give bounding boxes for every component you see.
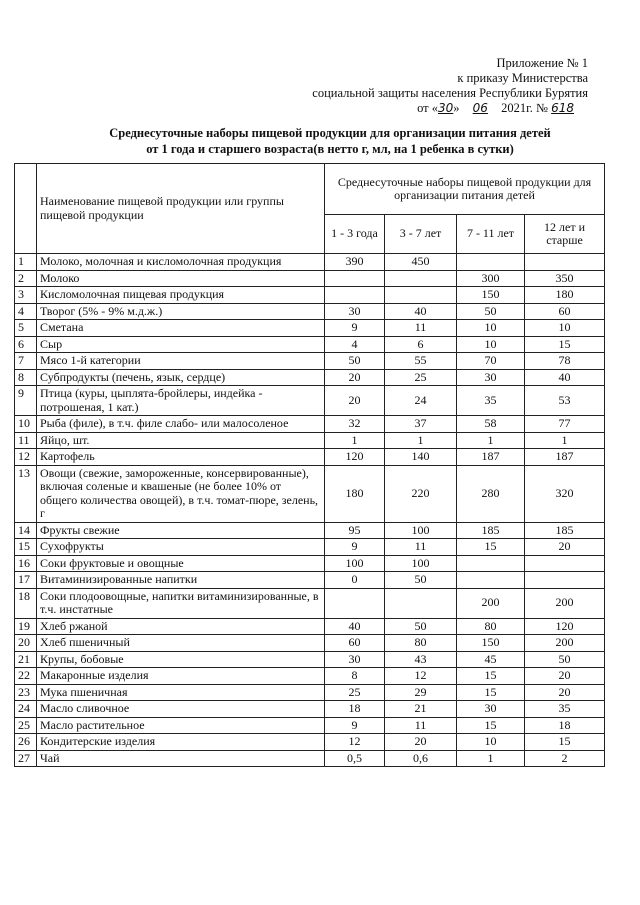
norm-value: 20 <box>325 386 385 416</box>
norm-value: 40 <box>525 369 605 386</box>
product-name: Сухофрукты <box>37 539 325 556</box>
row-number: 19 <box>15 618 37 635</box>
title-line-2: от 1 года и старшего возраста(в нетто г, мл, на 1 ребенка в сутки) <box>146 142 514 156</box>
norm-value: 8 <box>325 668 385 685</box>
norm-value: 120 <box>325 449 385 466</box>
norm-value: 43 <box>385 651 457 668</box>
table-row <box>15 386 605 416</box>
norm-value: 12 <box>325 734 385 751</box>
norm-value: 15 <box>525 336 605 353</box>
row-number: 26 <box>15 734 37 751</box>
table-row <box>15 522 605 539</box>
norm-value: 12 <box>385 668 457 685</box>
norm-value: 4 <box>325 336 385 353</box>
norm-value: 9 <box>325 320 385 337</box>
document-title <box>40 125 620 157</box>
product-name: Соки фруктовые и овощные <box>37 555 325 572</box>
norm-value: 35 <box>525 701 605 718</box>
norm-value: 24 <box>385 386 457 416</box>
table-row <box>15 684 605 701</box>
norm-value: 6 <box>385 336 457 353</box>
norm-value <box>525 572 605 589</box>
product-name: Мясо 1-й категории <box>37 353 325 370</box>
norm-value: 18 <box>525 717 605 734</box>
norm-value: 100 <box>385 555 457 572</box>
document-header <box>312 56 588 116</box>
header-age-12-plus: 12 лет и старше <box>525 215 605 254</box>
row-number: 20 <box>15 635 37 652</box>
norm-value: 390 <box>325 254 385 271</box>
table-row <box>15 555 605 572</box>
header-number-cell <box>15 164 37 254</box>
norm-value: 30 <box>325 303 385 320</box>
table-row <box>15 701 605 718</box>
norm-value: 20 <box>525 539 605 556</box>
norm-value: 30 <box>457 369 525 386</box>
product-name: Крупы, бобовые <box>37 651 325 668</box>
norm-value: 18 <box>325 701 385 718</box>
product-name: Макаронные изделия <box>37 668 325 685</box>
norm-value: 187 <box>457 449 525 466</box>
norm-value: 10 <box>525 320 605 337</box>
order-number: 618 <box>551 101 574 115</box>
norm-value <box>457 572 525 589</box>
norm-value: 300 <box>457 270 525 287</box>
norm-value: 58 <box>457 416 525 433</box>
table-row <box>15 734 605 751</box>
product-name: Масло растительное <box>37 717 325 734</box>
table-row <box>15 618 605 635</box>
norm-value: 37 <box>385 416 457 433</box>
order-date: от «30» 06 2021г. № 618 <box>312 101 588 116</box>
row-number: 10 <box>15 416 37 433</box>
product-name: Субпродукты (печень, язык, сердце) <box>37 369 325 386</box>
norm-value: 185 <box>525 522 605 539</box>
norm-value: 78 <box>525 353 605 370</box>
norm-value: 200 <box>457 588 525 618</box>
product-name: Мука пшеничная <box>37 684 325 701</box>
norm-value: 15 <box>457 684 525 701</box>
row-number: 15 <box>15 539 37 556</box>
row-number: 14 <box>15 522 37 539</box>
norm-value: 220 <box>385 465 457 522</box>
norm-value: 20 <box>525 668 605 685</box>
norm-value: 0,6 <box>385 750 457 767</box>
norm-value: 120 <box>525 618 605 635</box>
norm-value: 140 <box>385 449 457 466</box>
header-age-1-3: 1 - 3 года <box>325 215 385 254</box>
row-number: 27 <box>15 750 37 767</box>
norm-value: 187 <box>525 449 605 466</box>
table-row <box>15 369 605 386</box>
row-number: 12 <box>15 449 37 466</box>
norm-value <box>385 287 457 304</box>
norm-value: 0,5 <box>325 750 385 767</box>
order-reference: к приказу Министерства <box>457 71 588 85</box>
header-product-name: Наименование пищевой продукции или группы пищевой продукции <box>37 164 325 254</box>
table-row <box>15 270 605 287</box>
norm-value: 150 <box>457 635 525 652</box>
row-number: 6 <box>15 336 37 353</box>
norm-value <box>385 270 457 287</box>
norm-value: 11 <box>385 539 457 556</box>
table-row <box>15 717 605 734</box>
header-norms-group: Среднесуточные наборы пищевой продукции для организации питания детей <box>325 164 605 215</box>
norm-value: 50 <box>457 303 525 320</box>
norm-value <box>457 555 525 572</box>
norm-value: 80 <box>457 618 525 635</box>
product-name: Птица (куры, цыплята-бройлеры, индейка - потрошеная, 1 кат.) <box>37 386 325 416</box>
row-number: 1 <box>15 254 37 271</box>
product-name: Молоко, молочная и кисломолочная продукция <box>37 254 325 271</box>
norm-value: 55 <box>385 353 457 370</box>
norm-value <box>325 588 385 618</box>
norm-value: 200 <box>525 588 605 618</box>
norm-value: 11 <box>385 320 457 337</box>
norm-value: 25 <box>385 369 457 386</box>
norm-value: 40 <box>385 303 457 320</box>
norm-value: 50 <box>525 651 605 668</box>
norm-value: 21 <box>385 701 457 718</box>
norm-value: 320 <box>525 465 605 522</box>
norm-value: 40 <box>325 618 385 635</box>
norm-value: 35 <box>457 386 525 416</box>
norm-value: 50 <box>385 572 457 589</box>
product-name: Кондитерские изделия <box>37 734 325 751</box>
table-row <box>15 635 605 652</box>
row-number: 11 <box>15 432 37 449</box>
row-number: 18 <box>15 588 37 618</box>
norm-value: 60 <box>525 303 605 320</box>
norm-value: 350 <box>525 270 605 287</box>
norm-value: 10 <box>457 734 525 751</box>
ministry-name: социальной защиты населения Республики Бурятия <box>312 86 588 100</box>
norm-value: 1 <box>385 432 457 449</box>
norm-value: 50 <box>385 618 457 635</box>
norm-value: 29 <box>385 684 457 701</box>
row-number: 21 <box>15 651 37 668</box>
row-number: 22 <box>15 668 37 685</box>
norm-value: 15 <box>457 539 525 556</box>
food-norms-table <box>14 163 605 767</box>
norm-value: 25 <box>325 684 385 701</box>
norm-value: 15 <box>457 717 525 734</box>
norm-value <box>525 254 605 271</box>
row-number: 23 <box>15 684 37 701</box>
norm-value: 80 <box>385 635 457 652</box>
row-number: 4 <box>15 303 37 320</box>
table-row <box>15 668 605 685</box>
norm-value: 30 <box>325 651 385 668</box>
product-name: Масло сливочное <box>37 701 325 718</box>
row-number: 13 <box>15 465 37 522</box>
product-name: Соки плодоовощные, напитки витаминизированные, в т.ч. инстатные <box>37 588 325 618</box>
norm-value <box>325 287 385 304</box>
norm-value: 70 <box>457 353 525 370</box>
norm-value: 95 <box>325 522 385 539</box>
date-day: 30 <box>438 101 454 115</box>
norm-value: 50 <box>325 353 385 370</box>
row-number: 3 <box>15 287 37 304</box>
table-row <box>15 539 605 556</box>
norm-value: 45 <box>457 651 525 668</box>
norm-value: 200 <box>525 635 605 652</box>
norm-value: 77 <box>525 416 605 433</box>
norm-value: 2 <box>525 750 605 767</box>
norm-value: 100 <box>385 522 457 539</box>
product-name: Яйцо, шт. <box>37 432 325 449</box>
norm-value: 1 <box>525 432 605 449</box>
norm-value: 9 <box>325 539 385 556</box>
product-name: Рыба (филе), в т.ч. филе слабо- или малосоленое <box>37 416 325 433</box>
norm-value: 10 <box>457 320 525 337</box>
norm-value: 1 <box>457 432 525 449</box>
table-row <box>15 287 605 304</box>
table-row <box>15 588 605 618</box>
norm-value: 150 <box>457 287 525 304</box>
table-row <box>15 416 605 433</box>
table-body <box>15 254 605 767</box>
table-row <box>15 254 605 271</box>
norm-value: 10 <box>457 336 525 353</box>
table-row <box>15 432 605 449</box>
table-row <box>15 336 605 353</box>
row-number: 2 <box>15 270 37 287</box>
header-age-3-7: 3 - 7 лет <box>385 215 457 254</box>
row-number: 5 <box>15 320 37 337</box>
product-name: Кисломолочная пищевая продукция <box>37 287 325 304</box>
norm-value: 280 <box>457 465 525 522</box>
header-age-7-11: 7 - 11 лет <box>457 215 525 254</box>
norm-value: 180 <box>325 465 385 522</box>
norm-value <box>385 588 457 618</box>
norm-value: 20 <box>385 734 457 751</box>
row-number: 25 <box>15 717 37 734</box>
norm-value: 1 <box>325 432 385 449</box>
appendix-label: Приложение № 1 <box>496 56 588 70</box>
norm-value: 53 <box>525 386 605 416</box>
norm-value <box>325 270 385 287</box>
table-header <box>15 164 605 254</box>
norm-value <box>525 555 605 572</box>
table-row <box>15 303 605 320</box>
product-name: Сметана <box>37 320 325 337</box>
row-number: 24 <box>15 701 37 718</box>
norm-value: 9 <box>325 717 385 734</box>
norm-value: 15 <box>525 734 605 751</box>
norm-value: 180 <box>525 287 605 304</box>
row-number: 9 <box>15 386 37 416</box>
row-number: 8 <box>15 369 37 386</box>
product-name: Овощи (свежие, замороженные, консервированные), включая соленые и квашеные (не более 10% от общего количества овощей), в т.ч. томат-пюре, зелень, г <box>37 465 325 522</box>
product-name: Сыр <box>37 336 325 353</box>
product-name: Картофель <box>37 449 325 466</box>
norm-value: 11 <box>385 717 457 734</box>
table-row <box>15 449 605 466</box>
norm-value: 60 <box>325 635 385 652</box>
title-line-1: Среднесуточные наборы пищевой продукции для организации питания детей <box>109 126 551 140</box>
row-number: 16 <box>15 555 37 572</box>
product-name: Чай <box>37 750 325 767</box>
norm-value: 15 <box>457 668 525 685</box>
table-row <box>15 320 605 337</box>
product-name: Витаминизированные напитки <box>37 572 325 589</box>
product-name: Творог (5% - 9% м.д.ж.) <box>37 303 325 320</box>
date-month: 06 <box>472 101 488 115</box>
norm-value: 30 <box>457 701 525 718</box>
norm-value: 20 <box>325 369 385 386</box>
table-row <box>15 353 605 370</box>
row-number: 7 <box>15 353 37 370</box>
norm-value: 450 <box>385 254 457 271</box>
norm-value: 185 <box>457 522 525 539</box>
table-row <box>15 572 605 589</box>
table-row <box>15 750 605 767</box>
product-name: Хлеб пшеничный <box>37 635 325 652</box>
table-row <box>15 651 605 668</box>
norm-value: 32 <box>325 416 385 433</box>
product-name: Фрукты свежие <box>37 522 325 539</box>
norm-value: 0 <box>325 572 385 589</box>
product-name: Молоко <box>37 270 325 287</box>
table-row <box>15 465 605 522</box>
row-number: 17 <box>15 572 37 589</box>
product-name: Хлеб ржаной <box>37 618 325 635</box>
norm-value: 100 <box>325 555 385 572</box>
norm-value: 20 <box>525 684 605 701</box>
norm-value <box>457 254 525 271</box>
norm-value: 1 <box>457 750 525 767</box>
